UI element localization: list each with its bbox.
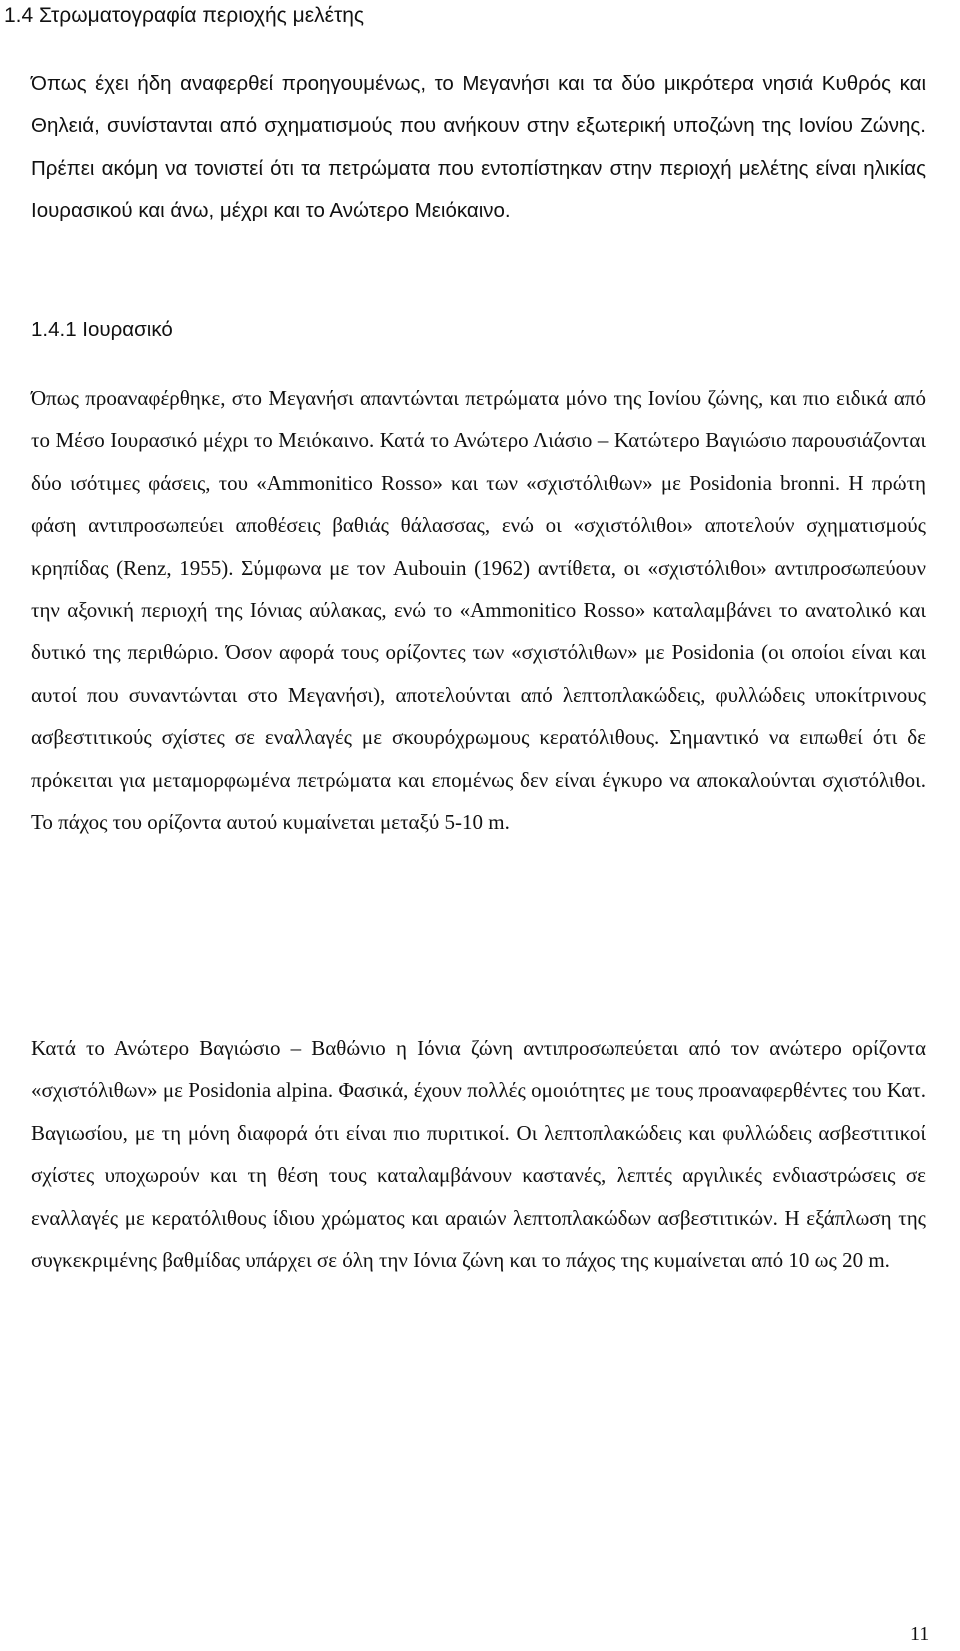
jurassic-paragraph: Όπως προαναφέρθηκε, στο Μεγανήσι απαντώνται πετρώματα μόνο της Ιονίου ζώνης, και πιο ειδικά από το Μέσο Ιουρασικό μέχρι το Μειόκαινο. Κατά το Ανώτερο Λιάσιο – Κατώτερο Βαγιώσιο παρουσιάζονται δύο ισότιμες φάσεις, του «Ammonitico Rosso» και των «σχιστόλιθων» με Posidonia bronni. Η πρώτη φάση αντιπροσωπεύει αποθέσεις βαθιάς θάλασσας, ενώ οι «σχιστόλιθοι» αποτελούν σχηματισμούς κρηπίδας (Renz, 1955). Σύμφωνα με τον Aubouin (1962) αντίθετα, οι «σχιστόλιθοι» αντιπροσωπεύουν την αξονική περιοχή της Ιόνιας αύλακας, ενώ το «Ammonitico Rosso» καταλαμβάνει το ανατολικό και δυτικό της περιθώριο. Όσον αφορά τους ορίζοντες των «σχιστόλιθων» με Posidonia (οι οποίοι είναι και αυτοί που συναντώνται στο Μεγανήσι), αποτελούνται από λεπτοπλακώδεις, φυλλώδεις υποκίτρινους ασβεστιτικούς σχίστες σε εναλλαγές με σκουρόχρωμους κερατόλιθους. Σημαντικό να ειπωθεί ότι δε πρόκειται για μεταμορφωμένα πετρώματα και επομένως δεν είναι έγκυρο να αποκαλούνται σχιστόλιθοι. Το πάχος του ορίζοντα αυτού κυμαίνεται μεταξύ 5-10 m.: [31, 386, 926, 835]
bajocian-paragraph: Κατά το Ανώτερο Βαγιώσιο – Βαθώνιο η Ιόνια ζώνη αντιπροσωπεύεται από τον ανώτερο ορίζοντα «σχιστόλιθων» με Posidonia alpina. Φασικά, έχουν πολλές ομοιότητες με τους προαναφερθέντες του Κατ. Βαγιωσίου, με τη μόνη διαφορά ότι είναι πιο πυριτικοί. Οι λεπτοπλακώδεις και φυλλώδεις ασβεστιτικοί σχίστες υποχωρούν και τη θέση τους καταλαμβάνουν καστανές, λεπτές αργιλικές ενδιαστρώσεις σε εναλλαγές με κερατόλιθους ίδιου χρώματος και αραιών λεπτοπλακώδων ασβεστιτικών. Η εξάπλωση της συγκεκριμένης βαθμίδας υπάρχει σε όλη την Ιόνια ζώνη και το πάχος της κυμαίνεται από 10 ως 20 m.: [31, 1036, 926, 1273]
subsection-heading: 1.4.1 Ιουρασικό: [31, 318, 173, 341]
page-number: 11: [910, 1623, 930, 1645]
section-heading: 1.4 Στρωματογραφία περιοχής μελέτης: [4, 4, 365, 27]
intro-paragraph: Όπως έχει ήδη αναφερθεί προηγουμένως, το Μεγανήσι και τα δύο μικρότερα νησιά Κυθρός και Θηλειά, συνίστανται από σχηματισμούς που ανήκουν στην εξωτερική υποζώνη της Ιονίου Ζώνης. Πρέπει ακόμη να τονιστεί ότι τα πετρώματα που εντοπίστηκαν στην περιοχή μελέτης είναι ηλικίας Ιουρασικού και άνω, μέχρι και το Ανώτερο Μειόκαινο.: [31, 72, 926, 223]
